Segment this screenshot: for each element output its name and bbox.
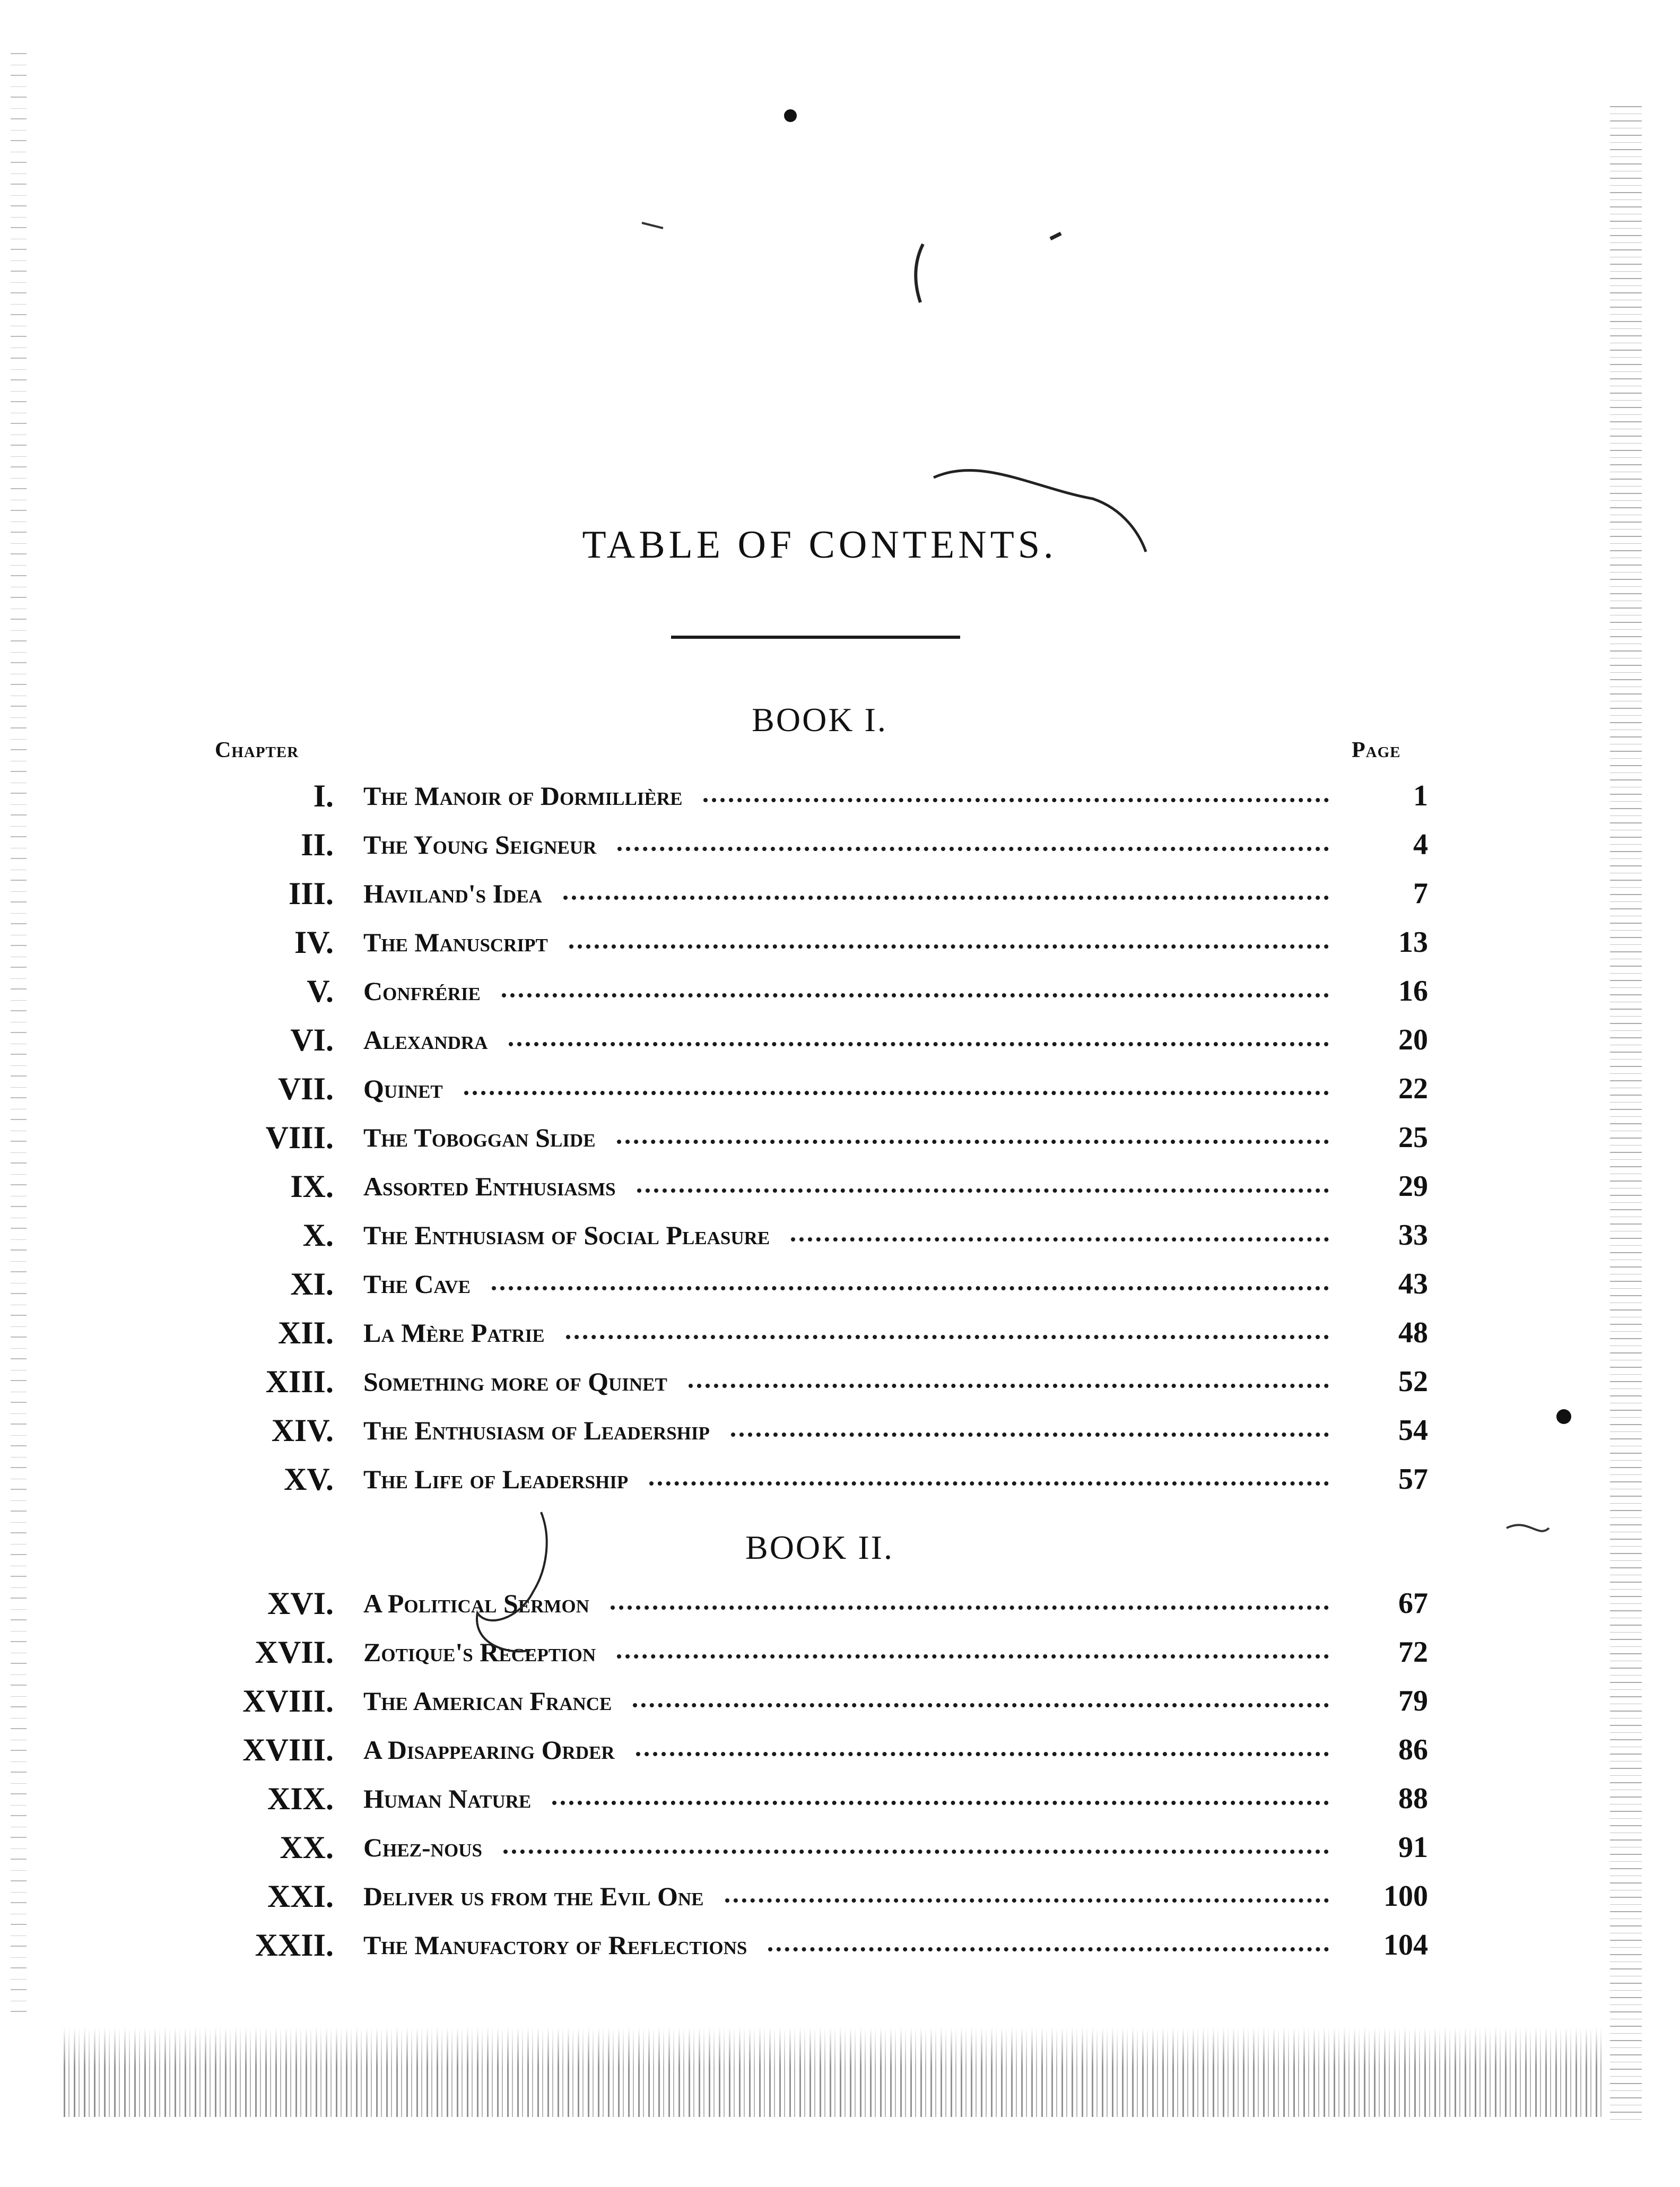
chapter-number: XVII. (255, 1635, 334, 1670)
dot-leader (563, 896, 1329, 900)
page-number: 100 (1383, 1880, 1428, 1913)
dot-leader (492, 1286, 1329, 1290)
chapter-title: Haviland's Idea (363, 879, 542, 908)
toc-entry (0, 967, 1680, 1016)
dot-leader (566, 1335, 1329, 1339)
page-number: 25 (1398, 1121, 1428, 1154)
bottom-edge-wear (64, 2027, 1602, 2117)
chapter-title: Quinet (363, 1074, 443, 1104)
book-heading: BOOK II. (745, 1529, 894, 1566)
chapter-title: Deliver us from the Evil One (363, 1881, 704, 1911)
toc-entry (0, 1260, 1680, 1308)
dot-leader (617, 1140, 1329, 1144)
page-number: 88 (1398, 1782, 1428, 1815)
dot-leader (768, 1947, 1329, 1951)
title-divider (671, 636, 960, 639)
chapter-title: The Manuscript (363, 927, 548, 957)
page-number: 52 (1398, 1365, 1428, 1398)
toc-entry (0, 1113, 1680, 1162)
toc-entry (0, 1774, 1680, 1823)
page-number: 13 (1398, 926, 1428, 959)
toc-entry (0, 1823, 1680, 1872)
dot-leader (617, 847, 1329, 851)
chapter-title: The Toboggan Slide (363, 1123, 596, 1152)
page-number: 67 (1398, 1587, 1428, 1620)
chapter-title: The Manoir of Dormillière (363, 781, 683, 811)
page-number: 86 (1398, 1733, 1428, 1766)
dot-leader (633, 1703, 1329, 1707)
toc-entry (0, 1455, 1680, 1504)
toc-entry (0, 1211, 1680, 1260)
chapter-number: XVIII. (242, 1683, 334, 1719)
page-number: 48 (1398, 1316, 1428, 1349)
chapter-number: XIX. (267, 1781, 334, 1816)
page-number: 20 (1398, 1023, 1428, 1056)
dot-leader (636, 1752, 1329, 1756)
chapter-title: The Cave (363, 1269, 471, 1299)
dot-leader (509, 1042, 1329, 1046)
chapter-title: Assorted Enthusiasms (363, 1171, 616, 1201)
chapter-title: The Life of Leadership (363, 1464, 629, 1494)
chapter-column-header: Chapter (215, 738, 299, 762)
toc-entry (0, 1308, 1680, 1357)
page-number: 7 (1413, 877, 1428, 910)
chapter-number: XV. (284, 1462, 334, 1497)
page-number: 54 (1398, 1414, 1428, 1447)
page-number: 104 (1383, 1929, 1428, 1962)
toc-entry (0, 1628, 1680, 1677)
page-number: 1 (1413, 779, 1428, 812)
page-column-header: Page (1352, 738, 1401, 762)
chapter-number: XXI. (267, 1879, 334, 1914)
page-number: 72 (1398, 1636, 1428, 1669)
dot-leader (637, 1188, 1329, 1193)
chapter-title: The Enthusiasm of Leadership (363, 1416, 710, 1445)
page-title: TABLE OF CONTENTS. (582, 523, 1057, 567)
dot-leader (689, 1384, 1329, 1388)
dot-leader (731, 1433, 1329, 1437)
page-number: 57 (1398, 1463, 1428, 1496)
chapter-number: XI. (290, 1266, 334, 1301)
toc-entry (0, 869, 1680, 918)
chapter-number: XIII. (265, 1364, 334, 1399)
toc-entry (0, 1921, 1680, 1969)
chapter-title: The American France (363, 1686, 612, 1716)
toc-entry (0, 1406, 1680, 1455)
chapter-number: XVI. (267, 1586, 334, 1621)
toc-entry (0, 1677, 1680, 1725)
page-number: 22 (1398, 1072, 1428, 1105)
chapter-number: IV. (294, 925, 334, 960)
book-heading: BOOK I. (752, 701, 887, 739)
chapter-title: Something more of Quinet (363, 1367, 667, 1396)
toc-entry (0, 1872, 1680, 1921)
dot-leader (791, 1237, 1329, 1242)
dot-leader (552, 1801, 1329, 1805)
chapter-number: X. (302, 1218, 334, 1253)
chapter-number: VII. (277, 1071, 334, 1106)
chapter-number: IX. (290, 1169, 334, 1204)
dot-leader (611, 1605, 1329, 1610)
page-number: 33 (1398, 1219, 1428, 1252)
chapter-title: The Enthusiasm of Social Pleasure (363, 1220, 770, 1250)
toc-entry (0, 918, 1680, 967)
chapter-number: I. (313, 778, 334, 813)
dot-leader (703, 798, 1329, 802)
chapter-title: The Young Seigneur (363, 830, 597, 860)
dot-leader (569, 944, 1329, 949)
page-number: 43 (1398, 1268, 1428, 1300)
page-number: 16 (1398, 975, 1428, 1008)
dot-leader (464, 1091, 1329, 1095)
page-number: 79 (1398, 1685, 1428, 1717)
toc-list-book-1 (0, 771, 1680, 1504)
toc-entry (0, 820, 1680, 869)
chapter-title: A Disappearing Order (363, 1735, 615, 1765)
chapter-title: Confrérie (363, 976, 481, 1006)
chapter-number: VI. (290, 1022, 334, 1057)
dot-leader (617, 1654, 1329, 1659)
chapter-number: III. (288, 876, 334, 911)
chapter-number: XIV. (271, 1413, 334, 1448)
chapter-number: II. (301, 827, 334, 862)
chapter-title: La Mère Patrie (363, 1318, 545, 1348)
toc-entry (0, 1016, 1680, 1064)
toc-entry (0, 1357, 1680, 1406)
toc-entry (0, 771, 1680, 820)
chapter-title: Chez-nous (363, 1833, 482, 1862)
chapter-number: V. (307, 974, 334, 1009)
dot-leader (649, 1481, 1329, 1486)
chapter-number: XX. (280, 1830, 334, 1865)
chapter-title: Human Nature (363, 1784, 532, 1813)
chapter-title: Alexandra (363, 1025, 488, 1055)
page-number: 4 (1413, 828, 1428, 861)
dot-leader (503, 1850, 1329, 1854)
chapter-number: XVIII. (242, 1732, 334, 1767)
chapter-title: Zotique's Reception (363, 1637, 596, 1667)
page-number: 29 (1398, 1170, 1428, 1203)
chapter-title: A Political Sermon (363, 1589, 589, 1618)
toc-entry (0, 1725, 1680, 1774)
chapter-number: XII. (277, 1315, 334, 1350)
chapter-number: VIII. (265, 1120, 334, 1155)
toc-list-book-2 (0, 1579, 1680, 1969)
dot-leader (502, 993, 1329, 997)
dot-leader (725, 1898, 1329, 1903)
toc-entry (0, 1162, 1680, 1211)
chapter-number: XXII. (255, 1928, 334, 1963)
chapter-title: The Manufactory of Reflections (363, 1930, 747, 1960)
toc-entry (0, 1064, 1680, 1113)
toc-entry (0, 1579, 1680, 1628)
page-number: 91 (1398, 1831, 1428, 1864)
